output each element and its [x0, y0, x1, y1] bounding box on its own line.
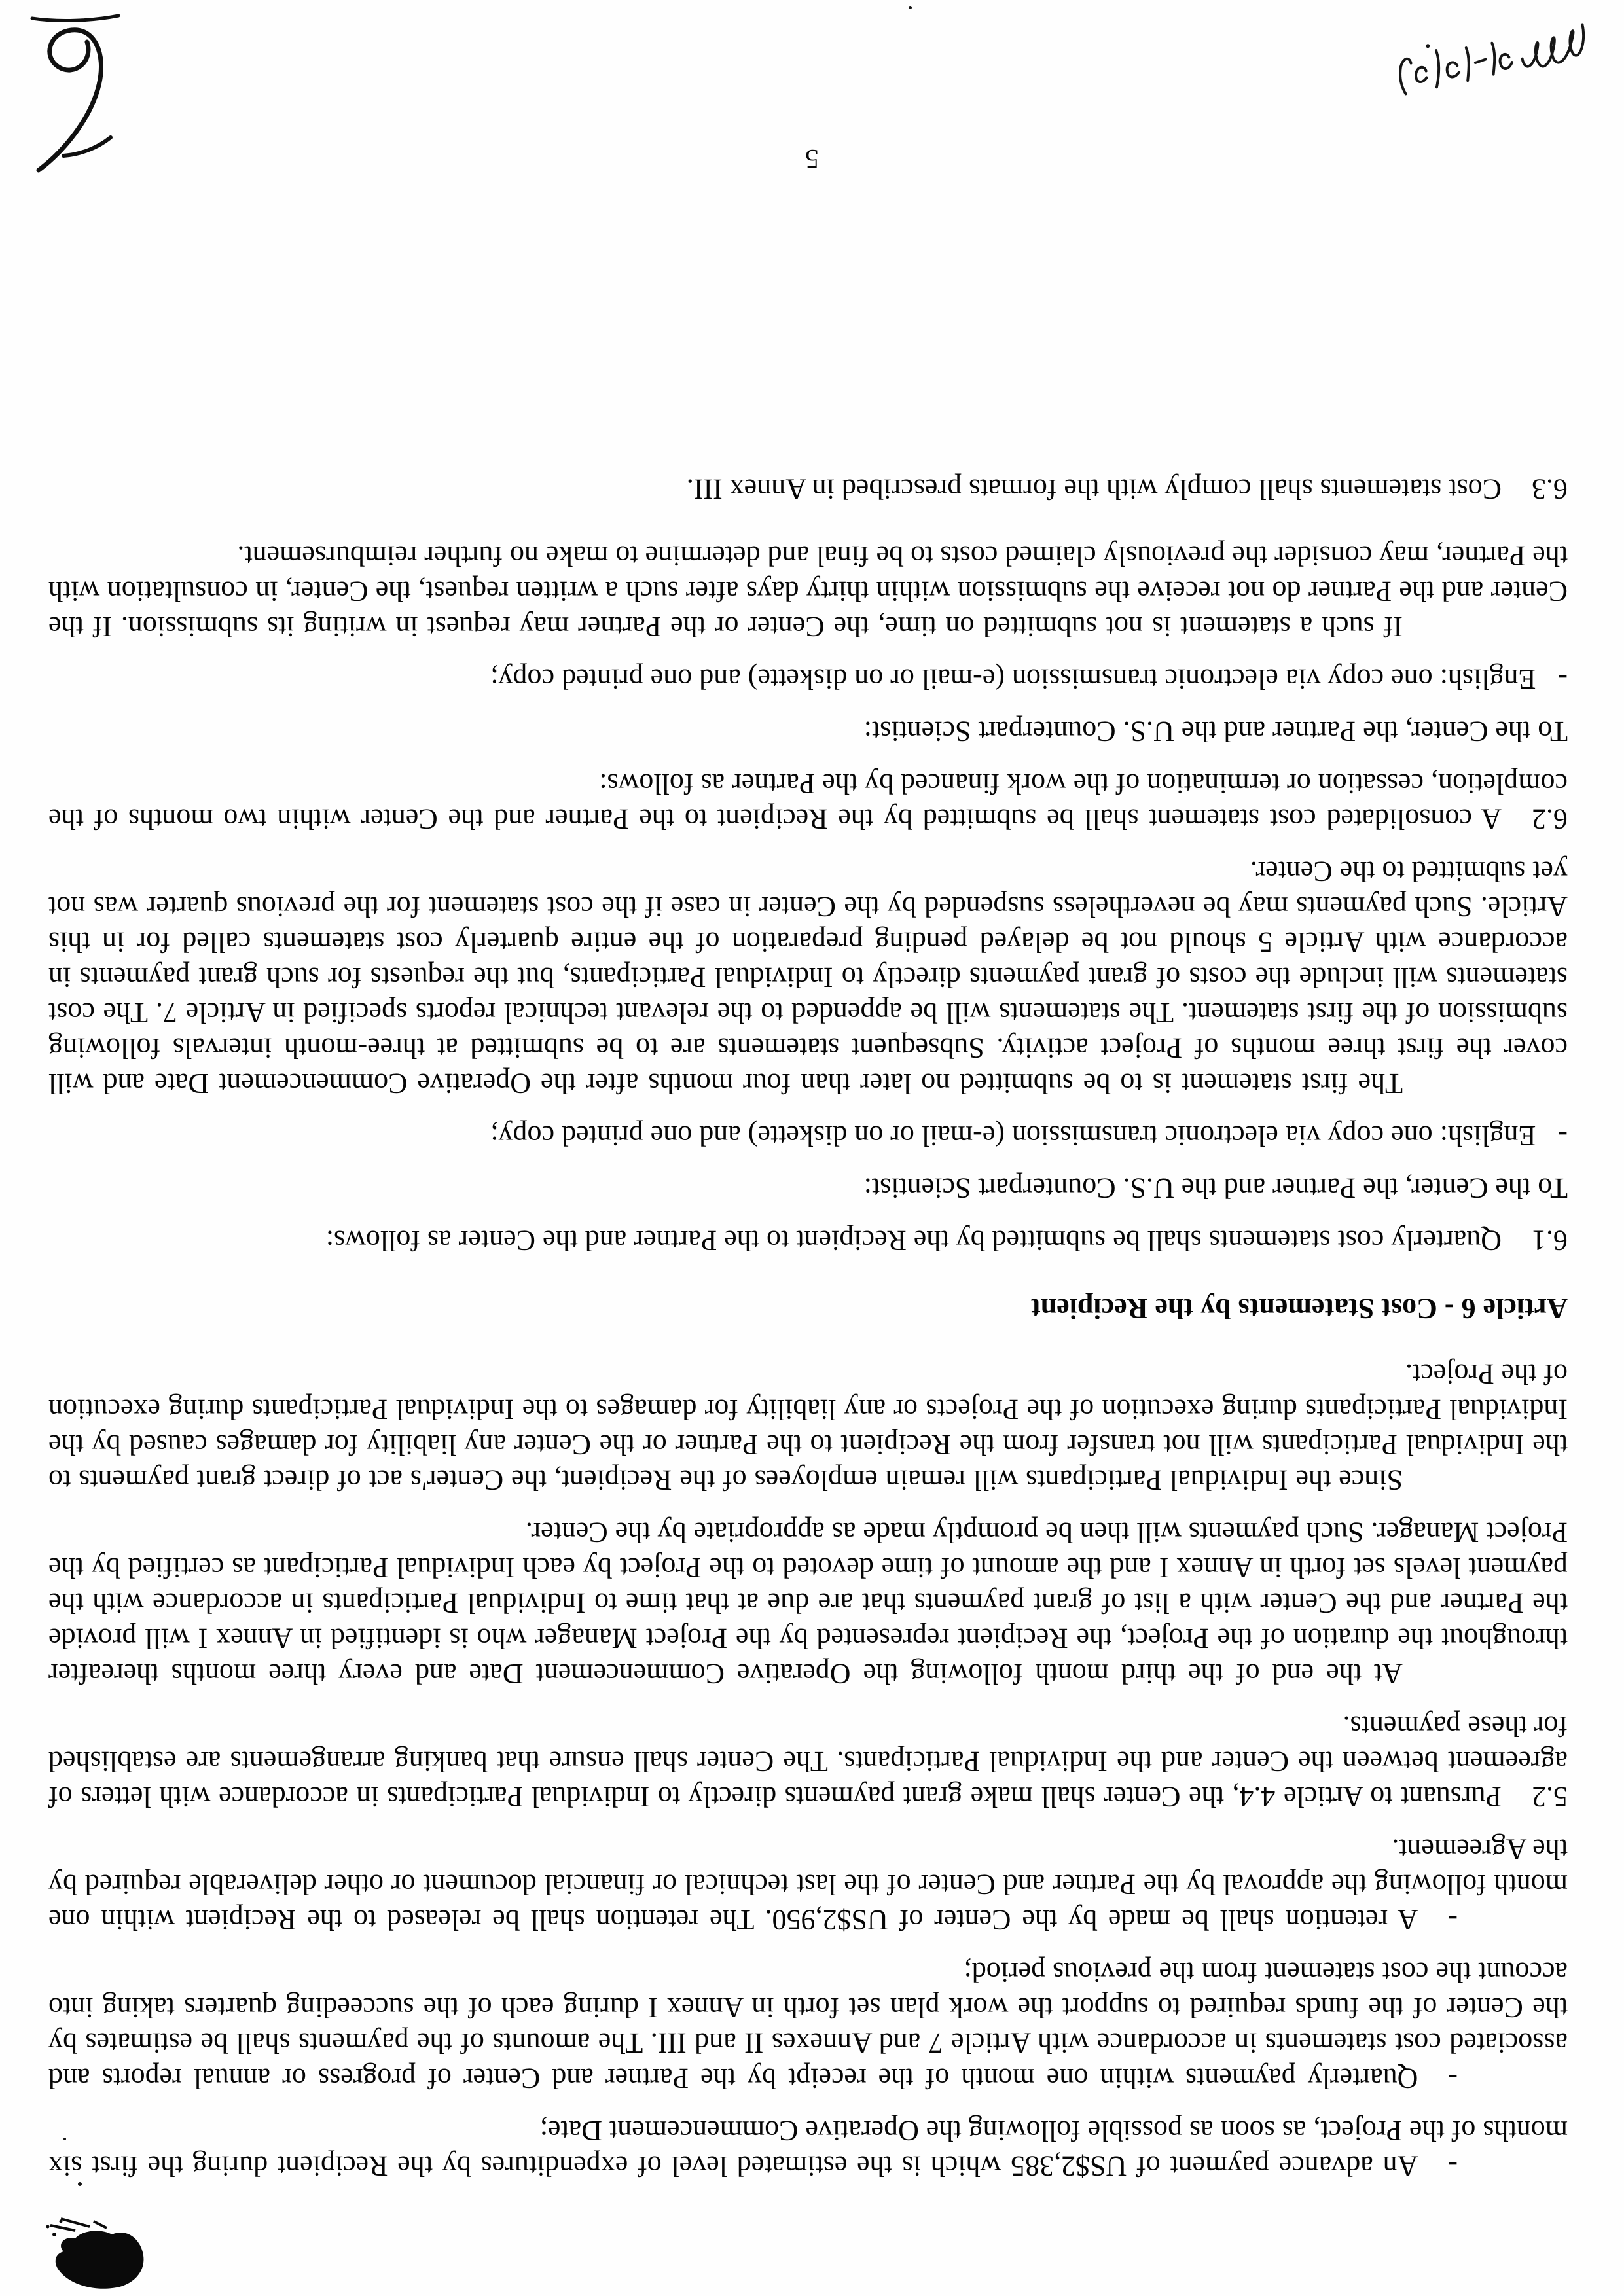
- scan-speck: [909, 6, 912, 9]
- ink-smudge-stamp: [35, 2216, 153, 2293]
- paragraph-text: At the end of the third month following the Operative Commencement Date and every three months thereafter throughout the duration of the Project, the Recipient represented by the Project Manager who is identified in Annex I will provide the Partner and the Center with a list of grant payments that are due at that time to Individual Participants in accordance with the payment levels set forth in Annex I and the amount of time devoted to the Project by each Individual Participant as certified by the Project Manager. Such payments will then be promptly made as appropriate by the Center.: [48, 1516, 1568, 1690]
- paragraph-text: English: one copy via electronic transmission (e-mail or on diskette) and one printed copy;: [490, 663, 1536, 695]
- paragraph-text: Quarterly payments within one month of the receipt by the Partner and Center of progress or annual reports and associated cost statements in accordance with Article 7 and Annexes II and III. The amounts of the payments shall be estimates by the Center of the funds required to support the work plan set forth in Annex I during each of the succeeding quarters taking into account the cost statement from the previous period;: [48, 1956, 1568, 2094]
- dashline-paragraph: [48, 1118, 1568, 1153]
- bullet-paragraph: [48, 1831, 1568, 1937]
- bullet-paragraph: [48, 1954, 1568, 2096]
- paragraph-text: If such a statement is not submitted on time, the Center or the Partner may request in writing its submission. If the Center and the Partner do not receive the submission within thirty days after such a written request, the Center, in consultation with the Partner, may consider the previously claimed costs to be final and determine to make no further reimbursement.: [48, 540, 1568, 643]
- paragraph-text: Article 6 - Cost Statements by the Recipient: [1031, 1293, 1568, 1325]
- dashline-paragraph: [48, 661, 1568, 696]
- list-dash: -: [1448, 2062, 1458, 2094]
- paragraph-text: Pursuant to Article 4.4, the Center shall make grant payments directly to Individual Participants in accordance with letters of agreement between the Center and the Individual Participants. The Center shall ensure that banking arrangements are established for these payments.: [48, 1710, 1568, 1813]
- paragraph-text: An advance payment of US$2,385 which is the estimated level of expenditures by the Recipient during the first six months of the Project, as soon as possible following the Operative Commencement Date;: [48, 2115, 1568, 2182]
- indent-paragraph: [48, 1356, 1568, 1498]
- article-heading: [48, 1291, 1568, 1326]
- handwritten-annotation: [1385, 5, 1595, 107]
- numbered-paragraph: [48, 1708, 1568, 1814]
- indent-paragraph: [48, 538, 1568, 644]
- scan-speck: [78, 2182, 82, 2186]
- paragraph-text: English: one copy via electronic transmission (e-mail or on diskette) and one printed copy;: [490, 1120, 1536, 1152]
- paragraph-text: Cost statements shall comply with the formats prescribed in Annex III.: [686, 473, 1502, 505]
- paragraph-text: A retention shall be made by the Center of US$2,950. The retention shall be released to the Recipient within one month following the approval by the Partner and Center of the last technical or financial document or other deliverable required by the Agreement.: [48, 1833, 1568, 1936]
- paragraph-text: A consolidated cost statement shall be submitted by the Recipient to the Partner and the Center within two months of the completion, cessation or termination of the work financed by the Partner as follows:: [48, 768, 1568, 835]
- section-number: 6.2: [1532, 803, 1568, 835]
- paragraph-text: The first statement is to be submitted no later than four months after the Operative Commencement Date and will cover the first three months of Project activity. Subsequent statements are to be submitted at three-month intervals following submission of the first statement. The statements will be appended to the relevant technical reports specified in Article 7. The cost statements will include the costs of grant payments directly to Individual Participants, but the requests for such grant payments in accordance with Article 5 should not be delayed pending preparation of the entire quarterly cost statements called for in this Article. Such payments may be nevertheless suspended by the Center in case if the cost statement for the previous quarter was not yet submitted to the Center.: [48, 855, 1568, 1100]
- handwritten-initials: [14, 7, 138, 178]
- document-body: [48, 454, 1568, 2183]
- section-number: 5.2: [1532, 1781, 1568, 1813]
- indent-paragraph: [48, 1515, 1568, 1691]
- bullet-paragraph: [48, 2113, 1568, 2183]
- numbered-paragraph: [48, 1223, 1568, 1258]
- paragraph-text: To the Center, the Partner and the U.S. Counterpart Scientist:: [863, 715, 1568, 747]
- section-number: 6.1: [1532, 1225, 1568, 1257]
- list-dash: -: [1558, 1120, 1568, 1152]
- numbered-paragraph: [48, 471, 1568, 507]
- scan-speck: [63, 2138, 66, 2140]
- paragraph-text: To the Center, the Partner and the U.S. Counterpart Scientist:: [863, 1172, 1568, 1204]
- paragraph-text: Quarterly cost statements shall be submitted by the Recipient to the Partner and the Center as follows:: [325, 1225, 1502, 1257]
- page-number: 5: [805, 143, 819, 173]
- numbered-paragraph: [48, 766, 1568, 836]
- plain-paragraph: [48, 1170, 1568, 1206]
- list-dash: -: [1558, 663, 1568, 695]
- list-dash: -: [1448, 2150, 1458, 2182]
- indent-paragraph: [48, 853, 1568, 1101]
- plain-paragraph: [48, 713, 1568, 749]
- list-dash: -: [1448, 1904, 1458, 1936]
- section-number: 6.3: [1532, 473, 1568, 505]
- paragraph-text: Since the Individual Participants will remain employees of the Recipient, the Center's act of direct grant payments to the Individual Participants will not transfer from the Recipient to the Partner or the Center any liability for damages caused by the Individual Participants during execution of the Projects or any liability for damages to the Individual Participants during execution of the Project.: [48, 1358, 1568, 1496]
